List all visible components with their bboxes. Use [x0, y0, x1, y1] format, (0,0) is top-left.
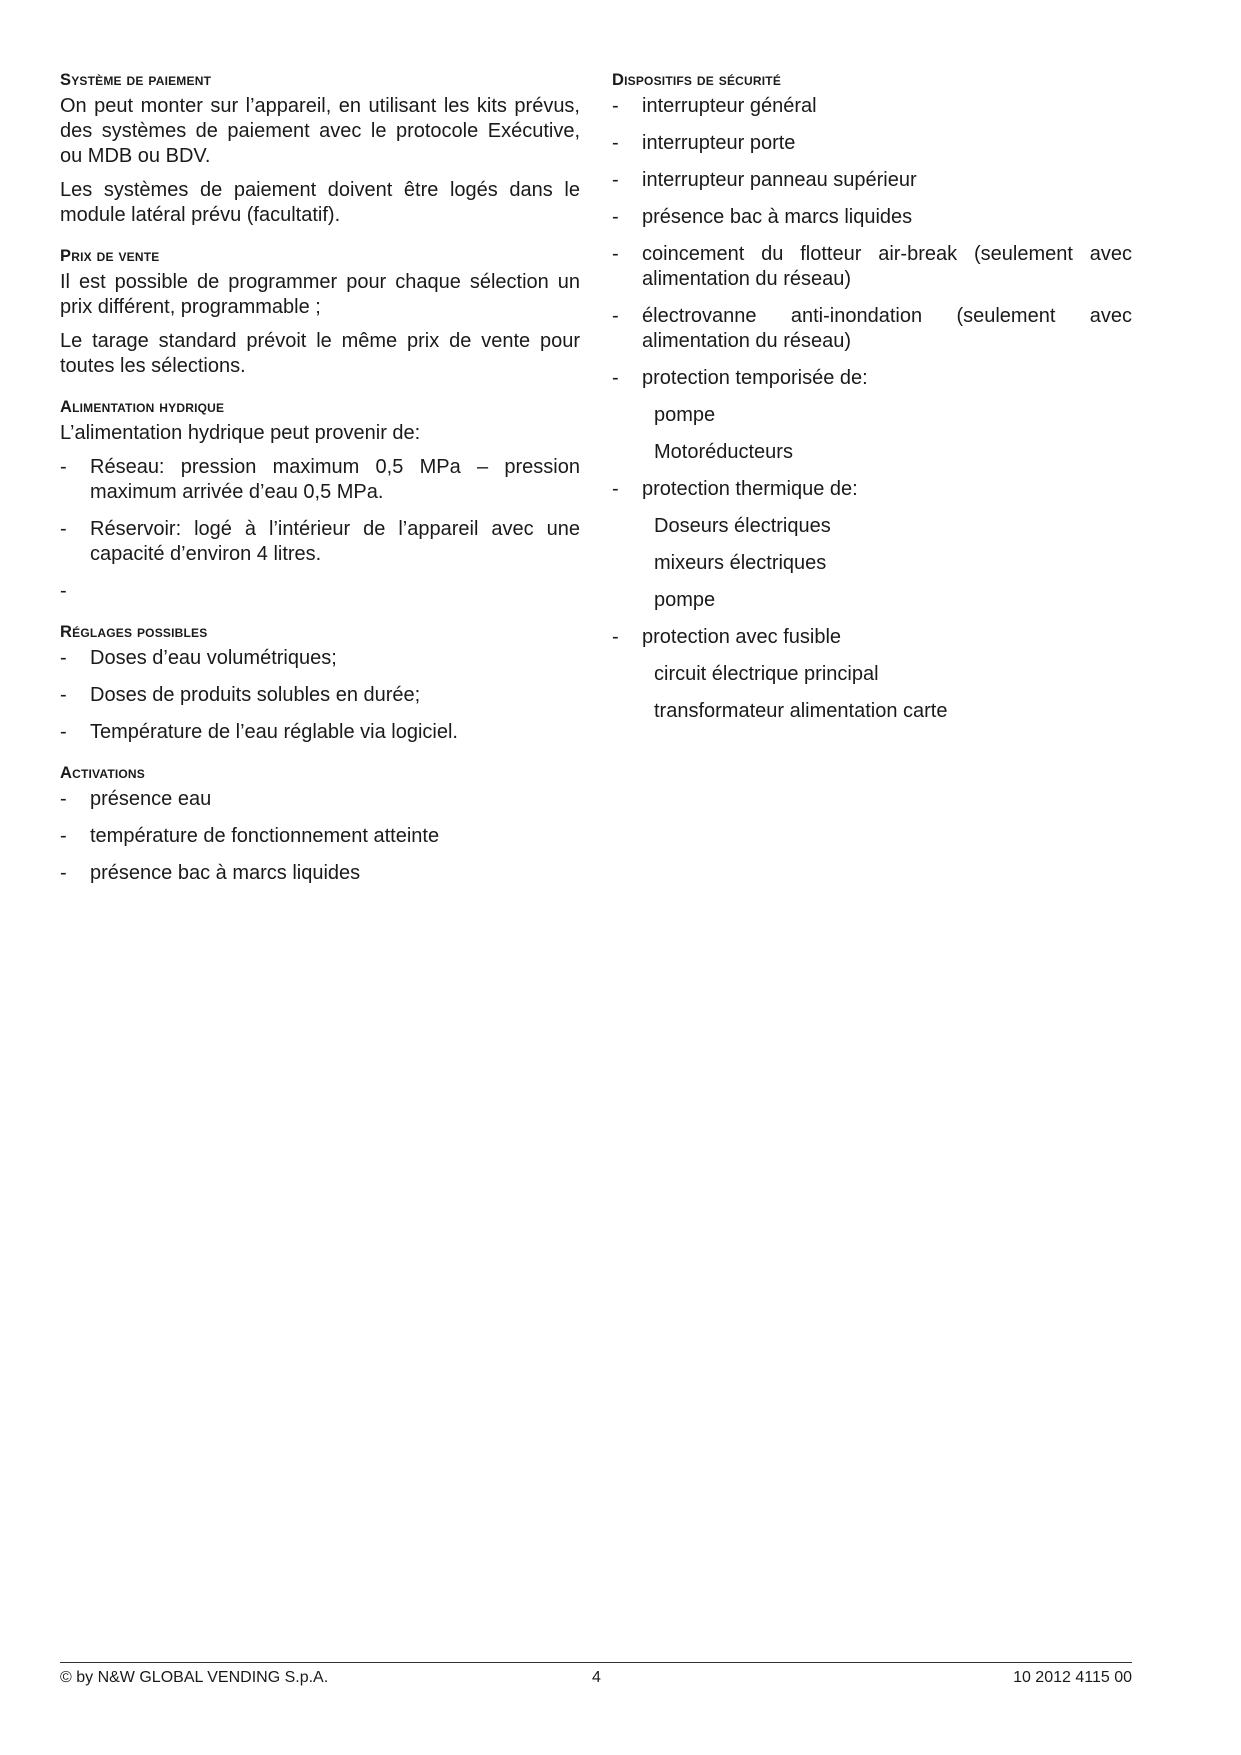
list-item-text: interrupteur général: [642, 95, 817, 117]
list-item-text: interrupteur panneau supérieur: [642, 169, 917, 191]
list-item-text: présence eau: [90, 788, 212, 810]
footer-doc-code: 10 2012 4115 00: [1013, 1669, 1132, 1686]
list-item-text: présence bac à marcs liquides: [642, 206, 913, 228]
settings-list: [60, 646, 580, 745]
empty-list-item: -: [60, 580, 67, 602]
water-list: [60, 455, 580, 567]
payment-paragraph-2: Les systèmes de paiement doivent être logés dans le module latéral prévu (facultatif).: [60, 179, 580, 226]
price-heading: Prix de vente: [60, 247, 160, 265]
settings-section: [60, 622, 580, 745]
payment-heading: Système de paiement: [60, 71, 212, 89]
list-item: - Réservoir: logé à l’intérieur de l’appareil avec une capacité d’environ 4 litres.: [60, 518, 580, 565]
sub-item: mixeurs électriques: [654, 552, 827, 574]
fuse-list: [612, 625, 1132, 650]
water-intro: L’alimentation hydrique peut provenir de:: [60, 422, 421, 444]
sub-item: transformateur alimentation carte: [654, 700, 948, 722]
list-item: - Doses d’eau volumétriques;: [60, 647, 337, 669]
list-item-text: température de fonctionnement atteinte: [90, 825, 440, 847]
list-item-text: coincement du flotteur air-break (seulement avec alimentation du réseau): [642, 243, 1132, 290]
list-item: - présence bac à marcs liquides: [60, 862, 361, 884]
list-item: - protection thermique de:: [612, 478, 858, 500]
sub-item: pompe: [654, 589, 716, 611]
list-item-text: présence bac à marcs liquides: [90, 862, 361, 884]
list-item-text: protection avec fusible: [642, 626, 842, 648]
list-item-text: Réservoir: logé à l’intérieur de l’appareil avec une capacité d’environ 4 litres.: [90, 518, 580, 565]
water-heading: Alimentation hydrique: [60, 398, 225, 416]
list-item: - Doses de produits solubles en durée;: [60, 684, 421, 706]
list-item-text: protection thermique de:: [642, 478, 858, 500]
list-item: - température de fonctionnement atteinte: [60, 825, 440, 847]
thermal-list: [612, 477, 1132, 502]
list-item: - protection temporisée de:: [612, 367, 868, 389]
list-item-text: protection temporisée de:: [642, 367, 868, 389]
footer-divider: [60, 1662, 1132, 1663]
list-item-text: interrupteur porte: [642, 132, 796, 154]
list-item: - Température de l’eau réglable via logiciel.: [60, 721, 458, 743]
footer-copyright: © by N&W GLOBAL VENDING S.p.A.: [60, 1669, 329, 1686]
list-item: - protection avec fusible: [612, 626, 842, 648]
list-item: - interrupteur général: [612, 95, 817, 117]
list-item: - électrovanne anti-inondation (seulement avec alimentation du réseau): [612, 305, 1132, 352]
sub-item: pompe: [654, 404, 716, 426]
sub-item: Motoréducteurs: [654, 441, 793, 463]
list-item-text: Doses de produits solubles en durée;: [90, 684, 421, 706]
safety-heading: Dispositifs de sécurité: [612, 71, 782, 89]
left-column: [60, 70, 580, 904]
safety-section: [612, 70, 1132, 724]
activations-section: [60, 763, 580, 886]
list-item: - présence bac à marcs liquides: [612, 206, 913, 228]
price-paragraph-2: Le tarage standard prévoit le même prix de vente pour toutes les sélections.: [60, 330, 580, 377]
price-paragraph-1: Il est possible de programmer pour chaque sélection un prix différent, programmable ;: [60, 271, 580, 318]
list-item-text: électrovanne anti-inondation (seulement avec alimentation du réseau): [642, 305, 1132, 352]
list-item: - coincement du flotteur air-break (seulement avec alimentation du réseau): [612, 243, 1132, 290]
list-item: - Réseau: pression maximum 0,5 MPa – pression maximum arrivée d’eau 0,5 MPa.: [60, 456, 580, 503]
list-item: - interrupteur porte: [612, 132, 796, 154]
sub-item: circuit électrique principal: [654, 663, 879, 685]
list-item-text: Réseau: pression maximum 0,5 MPa – pression maximum arrivée d’eau 0,5 MPa.: [90, 456, 580, 503]
payment-paragraph-1: On peut monter sur l’appareil, en utilisant les kits prévus, des systèmes de paiement avec le protocole Exécutive, ou MDB ou BDV.: [60, 95, 580, 167]
safety-list: [612, 94, 1132, 391]
list-item-text: Température de l’eau réglable via logiciel.: [90, 721, 458, 743]
activations-list: [60, 787, 580, 886]
settings-heading: Réglages possibles: [60, 623, 208, 641]
footer-page-number: 4: [592, 1669, 601, 1686]
price-section: [60, 246, 580, 379]
list-item: - interrupteur panneau supérieur: [612, 169, 917, 191]
water-section: [60, 397, 580, 604]
activations-heading: Activations: [60, 764, 146, 782]
payment-section: [60, 70, 580, 228]
list-item: - présence eau: [60, 788, 212, 810]
list-item-text: Doses d’eau volumétriques;: [90, 647, 337, 669]
sub-item: Doseurs électriques: [654, 515, 831, 537]
right-column: [612, 70, 1132, 742]
